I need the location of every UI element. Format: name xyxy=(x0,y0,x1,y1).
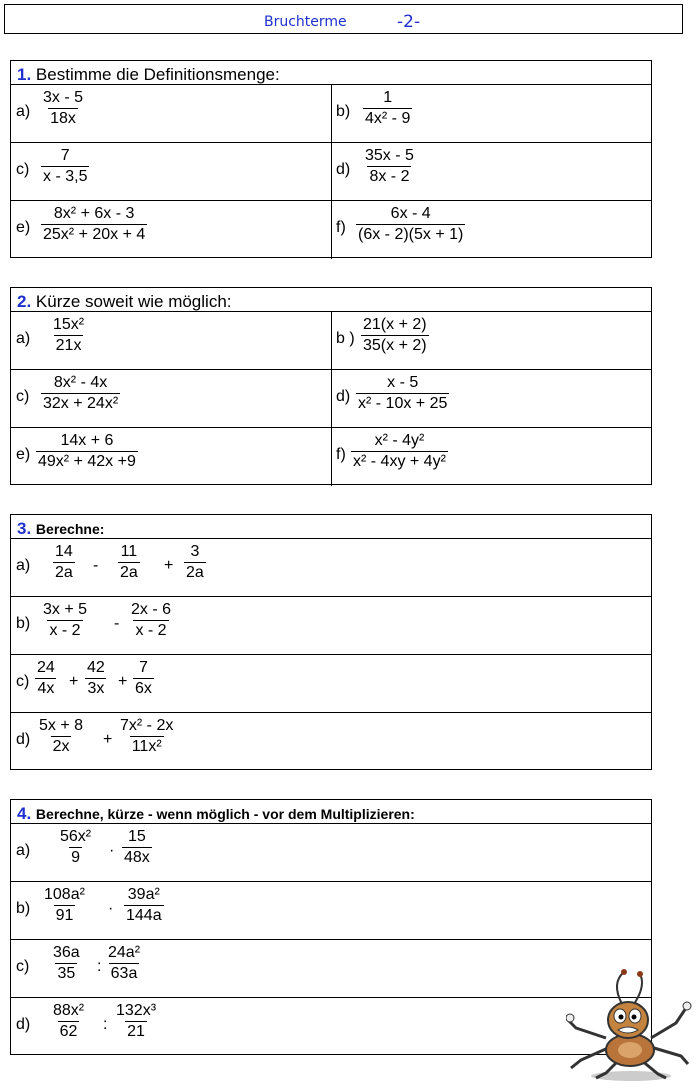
fraction: $\frac{3}{2a}$ xyxy=(186,543,204,581)
operator: + xyxy=(103,731,113,748)
item-label: b ) xyxy=(336,330,355,347)
item-label: b) xyxy=(336,103,351,120)
fraction: $\frac{3x + 5}{x - 2}$ xyxy=(43,601,88,639)
item-label: a) xyxy=(16,103,31,120)
item-label: a) xyxy=(16,842,31,859)
item-label: a) xyxy=(16,330,31,347)
fraction: $\frac{36a}{35}$ xyxy=(53,944,80,982)
operator: · xyxy=(109,842,115,859)
item-label: c) xyxy=(16,958,30,975)
fraction: $\frac{\text{8x² - 4x}}{\text{32x + 24x²}}$ xyxy=(43,374,119,412)
section-1 xyxy=(10,60,652,258)
item-label: d) xyxy=(16,731,31,748)
fraction: $\frac{\text{56x²}}{9}$ xyxy=(60,828,92,866)
fraction: $\frac{\text{x² - 4y²}}{\text{x² - 4xy + 4y²}}$ xyxy=(353,432,446,470)
section-1-title: 1. Bestimme die Definitionsmenge: xyxy=(11,61,651,85)
page-header xyxy=(4,4,683,34)
fraction: $\frac{24}{4x}$ xyxy=(37,659,55,697)
fraction: $\frac{\text{15x²}}{21x}$ xyxy=(53,316,85,354)
cartoon-bug-illustration xyxy=(566,968,692,1082)
fraction: $\frac{7}{6x}$ xyxy=(135,659,152,697)
fraction: $\frac{\text{8x² + 6x - 3}}{\text{25x² + 20x + 4}}$ xyxy=(43,205,146,243)
fraction: $\frac{35x - 5}{8x - 2}$ xyxy=(365,147,414,185)
item-label: e) xyxy=(16,446,31,463)
operator: · xyxy=(108,900,114,917)
operator: : xyxy=(97,958,102,975)
fraction: $\frac{7}{x - 3,5}$ xyxy=(43,147,88,185)
item-label: a) xyxy=(16,557,31,574)
fraction: $\frac{1}{\text{4x² - 9}}$ xyxy=(365,89,411,127)
item-label: c) xyxy=(16,388,30,405)
operator: - xyxy=(93,557,99,574)
item-label: f) xyxy=(336,219,346,236)
fraction: $\frac{x - 5}{\text{x² - 10x + 25}}$ xyxy=(358,374,448,412)
item-label: c) xyxy=(16,673,30,690)
fraction: $\frac{6x - 4}{(6x - 2)(5x + 1)}$ xyxy=(358,205,464,243)
fraction: $\frac{5x + 8}{2x}$ xyxy=(39,717,84,755)
fraction: $\frac{\text{7x² - 2x}}{\text{11x²}}$ xyxy=(120,717,174,755)
operator: - xyxy=(114,615,120,632)
operator: + xyxy=(69,673,79,690)
section-4 xyxy=(10,799,652,1055)
item-label: b) xyxy=(16,900,31,917)
section-3 xyxy=(10,514,652,770)
item-label: e) xyxy=(16,219,31,236)
fraction: $\frac{3x - 5}{18x}$ xyxy=(43,89,84,127)
item-label: b) xyxy=(16,615,31,632)
item-label: c) xyxy=(16,161,30,178)
section-4-title: 4. Berechne, kürze - wenn möglich - vor dem Multiplizieren: xyxy=(11,800,651,824)
item-label: f) xyxy=(336,446,346,463)
section-2-title: 2. Kürze soweit wie möglich: xyxy=(11,288,651,312)
operator: + xyxy=(164,557,174,574)
fraction: $\frac{\text{24a²}}{63a}$ xyxy=(108,944,141,982)
item-label: d) xyxy=(16,1016,31,1033)
fraction: $\frac{42}{3x}$ xyxy=(87,659,105,697)
page-number: -2- xyxy=(397,12,421,32)
fraction: $\frac{\text{39a²}}{144a}$ xyxy=(126,886,162,924)
operator: : xyxy=(103,1016,108,1033)
fraction: $\frac{21(x + 2)}{35(x + 2)}$ xyxy=(363,316,427,354)
fraction: $\frac{2x - 6}{x - 2}$ xyxy=(131,601,172,639)
fraction: $\frac{11}{2a}$ xyxy=(120,543,138,581)
operator: + xyxy=(118,673,128,690)
fraction: $\frac{14x + 6}{\text{49x² + 42x +9}}$ xyxy=(38,432,136,470)
fraction: $\frac{\text{132x³}}{21}$ xyxy=(116,1002,157,1040)
fraction: $\frac{14}{2a}$ xyxy=(55,543,73,581)
fraction: $\frac{\text{108a²}}{91}$ xyxy=(44,886,85,924)
fraction: $\frac{\text{88x²}}{62}$ xyxy=(53,1002,85,1040)
fraction: $\frac{15}{48x}$ xyxy=(124,828,150,866)
worksheet-title: Bruchterme xyxy=(264,14,347,30)
section-3-title: 3. Berechne: xyxy=(11,515,651,539)
section-2 xyxy=(10,287,652,485)
item-label: d) xyxy=(336,161,351,178)
item-label: d) xyxy=(336,388,351,405)
